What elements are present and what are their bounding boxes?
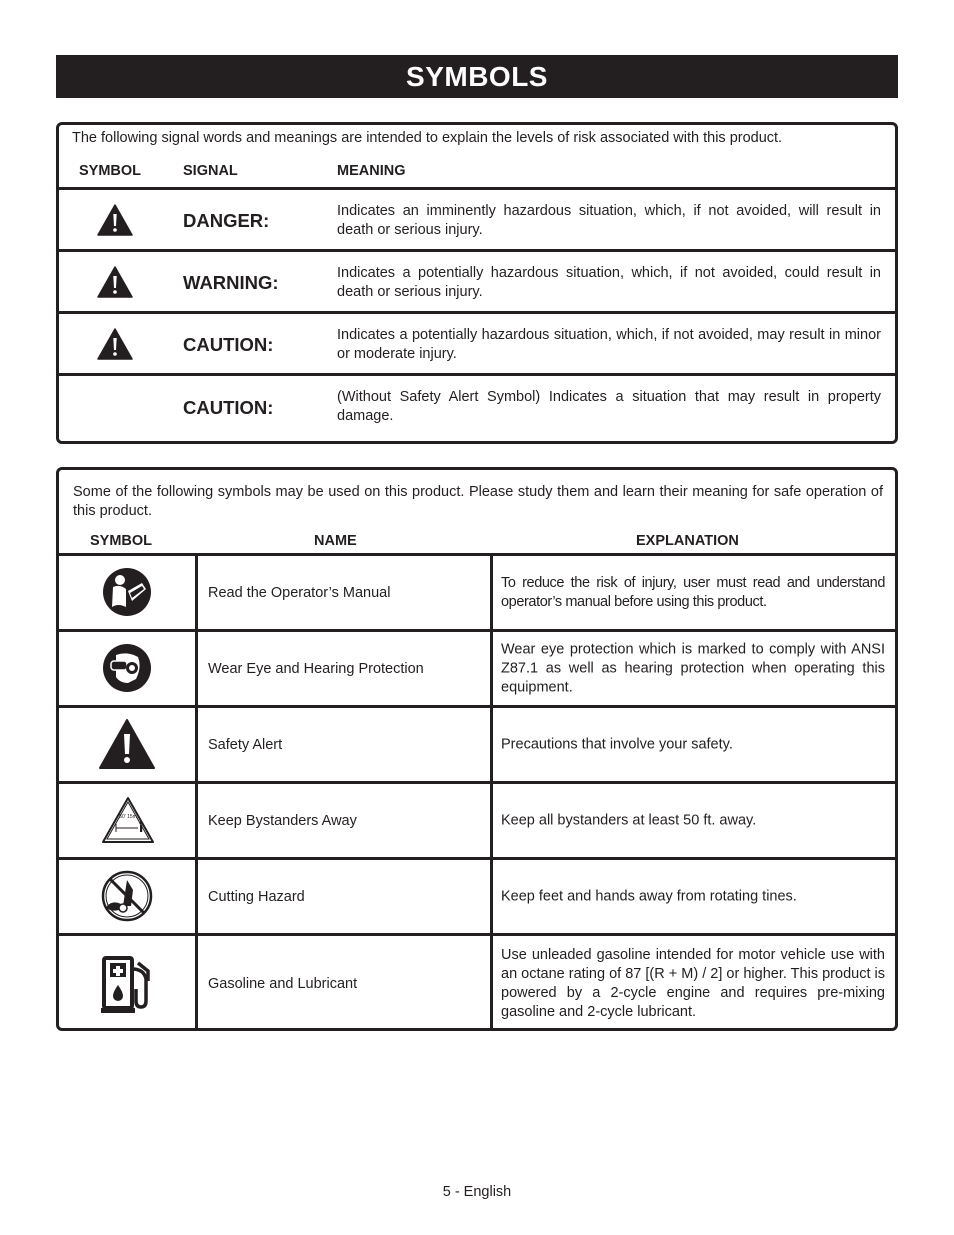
symbols-intro-text: Some of the following symbols may be used on this product. Please study them and learn their meaning for safe operation of this product.: [73, 484, 883, 519]
signal-words-table: [56, 122, 898, 444]
signal-row-caution-no-symbol: [59, 373, 895, 444]
keep-bystanders-away-icon: [101, 796, 155, 844]
signal-word: WARNING:: [183, 272, 279, 293]
symbol-name: Safety Alert: [208, 736, 283, 753]
signal-header-symbol: SYMBOL: [79, 163, 142, 179]
safety-alert-icon: [97, 204, 133, 236]
gasoline-pump-icon: [100, 955, 156, 1015]
symbol-cell: [59, 556, 198, 629]
symbol-explanation: To reduce the risk of injury, user must read and understand operator’s manual before using this product.: [501, 574, 885, 610]
bystander-distance-label: 50' 15m: [119, 814, 137, 820]
symbol-name: Wear Eye and Hearing Protection: [208, 660, 424, 677]
symbol-cell: [59, 936, 198, 1031]
page-title: SYMBOLS: [56, 55, 898, 98]
name-cell: [198, 556, 493, 629]
name-cell: [198, 936, 493, 1031]
symbol-explanation: Wear eye protection which is marked to comply with ANSI Z87.1 as well as hearing protection when operating this equipment.: [501, 641, 885, 695]
symbols-header-explanation: EXPLANATION: [636, 533, 739, 549]
signal-row-caution: [59, 311, 895, 376]
symbols-table: [56, 467, 898, 1031]
symbol-cell: [59, 708, 198, 781]
signal-word: DANGER:: [183, 210, 270, 231]
symbol-name: Keep Bystanders Away: [208, 812, 357, 829]
name-cell: [198, 708, 493, 781]
symbol-name: Read the Operator’s Manual: [208, 584, 391, 601]
table-row: [59, 705, 895, 781]
symbol-name: Cutting Hazard: [208, 888, 305, 905]
name-cell: [198, 784, 493, 857]
signal-row-danger: [59, 187, 895, 252]
signal-word: CAUTION:: [183, 397, 274, 418]
safety-alert-icon: [98, 718, 156, 770]
signal-meaning: Indicates a potentially hazardous situation, which, if not avoided, could result in death or serious injury.: [337, 265, 881, 300]
symbol-cell: [59, 632, 198, 705]
signal-row-warning: [59, 249, 895, 314]
signal-meaning: (Without Safety Alert Symbol) Indicates a situation that may result in property damage.: [337, 389, 881, 424]
signal-meaning: Indicates an imminently hazardous situation, which, if not avoided, will result in death or serious injury.: [337, 203, 881, 238]
page-number: 5 - English: [442, 1184, 512, 1200]
symbols-header-symbol: SYMBOL: [90, 533, 153, 549]
read-manual-icon: [102, 567, 152, 617]
name-cell: [198, 860, 493, 933]
symbol-cell: [59, 784, 198, 857]
symbol-explanation: Precautions that involve your safety.: [501, 736, 733, 752]
symbol-cell: [59, 860, 198, 933]
signal-meaning: Indicates a potentially hazardous situation, which, if not avoided, may result in minor or moderate injury.: [337, 327, 881, 362]
table-row: [59, 857, 895, 933]
symbol-explanation: Use unleaded gasoline intended for motor vehicle use with an octane rating of 87 [(R + M) / 2] or higher. This product is powered by a 2-cycle engine and requires pre-mixing gasoline and 2-cycle lubricant.: [501, 946, 885, 1020]
safety-alert-icon: [97, 266, 133, 298]
signal-intro-text: The following signal words and meanings are intended to explain the levels of risk associated with this product.: [72, 130, 783, 146]
symbol-explanation: Keep feet and hands away from rotating tines.: [501, 888, 797, 904]
cutting-hazard-icon: [101, 870, 153, 922]
safety-alert-icon: [97, 328, 133, 360]
table-row: [59, 629, 895, 705]
symbol-name: Gasoline and Lubricant: [208, 975, 358, 992]
table-row: [59, 781, 895, 857]
table-row: [59, 553, 895, 629]
signal-header-meaning: MEANING: [337, 163, 406, 179]
symbol-explanation: Keep all bystanders at least 50 ft. away.: [501, 812, 757, 828]
eye-hearing-protection-icon: [102, 643, 152, 693]
symbols-header-name: NAME: [314, 533, 357, 549]
signal-header-signal: SIGNAL: [183, 163, 238, 179]
name-cell: [198, 632, 493, 705]
signal-word: CAUTION:: [183, 334, 274, 355]
table-row: [59, 933, 895, 1031]
